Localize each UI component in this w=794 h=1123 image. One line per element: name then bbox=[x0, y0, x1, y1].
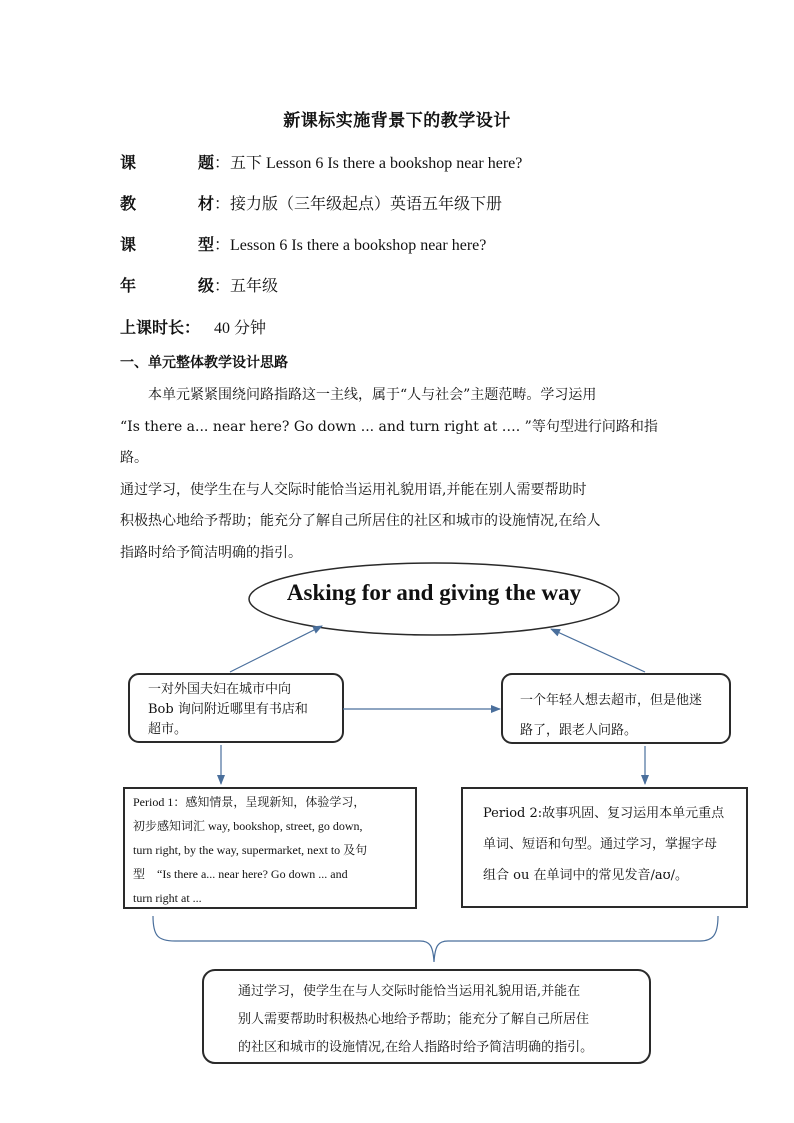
meta-label-duration: 上课时长： bbox=[120, 318, 201, 337]
label-char: 课 bbox=[120, 153, 137, 172]
paragraph-line: 通过学习，使学生在与人交际时能恰当运用礼貌用语,并能在别人需要帮助时 bbox=[120, 481, 587, 498]
summary-line: 别人需要帮助时积极热心地给予帮助；能充分了解自己所居住 bbox=[238, 1012, 590, 1027]
period-line: 型 “Is there a... near here? Go down ... and bbox=[133, 867, 348, 881]
period-line: turn right, by the way, supermarket, next to 及句 bbox=[133, 843, 368, 857]
section-heading: 一、单元整体教学设计思路 bbox=[120, 355, 288, 371]
period-line: 单词、短语和句型。通过学习，掌握字母 bbox=[483, 837, 718, 852]
period1-text bbox=[133, 790, 413, 910]
story-line: 一个年轻人想去超市，但是他迷 bbox=[520, 693, 703, 708]
colon: ： bbox=[214, 235, 231, 254]
period2-text bbox=[483, 798, 741, 891]
summary-line: 通过学习，使学生在与人交际时能恰当运用礼貌用语,并能在 bbox=[238, 984, 581, 999]
diagram-title: Asking for and giving the way bbox=[286, 580, 582, 605]
paragraph-line: 指路时给予简洁明确的指引。 bbox=[120, 544, 302, 561]
summary-line: 的社区和城市的设施情况,在给人指路时给予简洁明确的指引。 bbox=[238, 1040, 594, 1055]
period-line: Period 2:故事巩固、复习运用本单元重点 bbox=[483, 806, 725, 821]
colon: ： bbox=[214, 276, 231, 295]
paragraph-line: “Is there a... near here? Go down ... and turn right at …. ”等句型进行问路和指路。 bbox=[120, 418, 658, 466]
meta-value-duration: 40 分钟 bbox=[214, 320, 267, 337]
label-char: 材 bbox=[197, 194, 214, 213]
meta-value-type: Lesson 6 Is there a bookshop near here? bbox=[230, 237, 487, 254]
meta-value-topic: 五下 Lesson 6 Is there a bookshop near here? bbox=[230, 155, 523, 172]
period-line: Period 1：感知情景，呈现新知，体验学习， bbox=[133, 795, 366, 809]
arrow-left-to-oval bbox=[230, 626, 322, 672]
label-char: 年 bbox=[120, 276, 137, 295]
label-char: 课 bbox=[120, 235, 137, 254]
meta-value-grade: 五年级 bbox=[230, 278, 279, 295]
label-char: 教 bbox=[120, 194, 137, 213]
document-title: 新课标实施背景下的教学设计 bbox=[283, 111, 511, 131]
colon: ： bbox=[214, 194, 231, 213]
label-char: 级 bbox=[197, 276, 214, 295]
curly-brace bbox=[153, 916, 718, 962]
story-line: 路了，跟老人问路。 bbox=[520, 723, 638, 738]
label-char: 型 bbox=[197, 235, 214, 254]
right-story-text bbox=[520, 686, 725, 746]
story-line: 一对外国夫妇在城市中向 bbox=[148, 682, 292, 697]
paragraph-line: 积极热心地给予帮助；能充分了解自己所居住的社区和城市的设施情况,在给人 bbox=[120, 513, 601, 529]
story-line: Bob 询问附近哪里有书店和 bbox=[148, 702, 308, 717]
summary-text bbox=[238, 978, 638, 1062]
paragraph-line: 本单元紧紧围绕问路指路这一主线，属于“人与社会”主题范畴。学习运用 bbox=[148, 387, 597, 403]
label-char: 题 bbox=[197, 153, 214, 172]
period-line: 组合 ou 在单词中的常见发音/aʊ/。 bbox=[483, 868, 689, 883]
colon: ： bbox=[214, 153, 231, 172]
period-line: turn right at ... bbox=[133, 891, 202, 905]
meta-value-textbook: 接力版（三年级起点）英语五年级下册 bbox=[230, 196, 503, 213]
left-story-text bbox=[148, 680, 338, 740]
period-line: 初步感知词汇 way, bookshop, street, go down, bbox=[133, 819, 363, 833]
arrow-right-to-oval bbox=[551, 629, 645, 672]
story-line: 超市。 bbox=[148, 722, 188, 737]
